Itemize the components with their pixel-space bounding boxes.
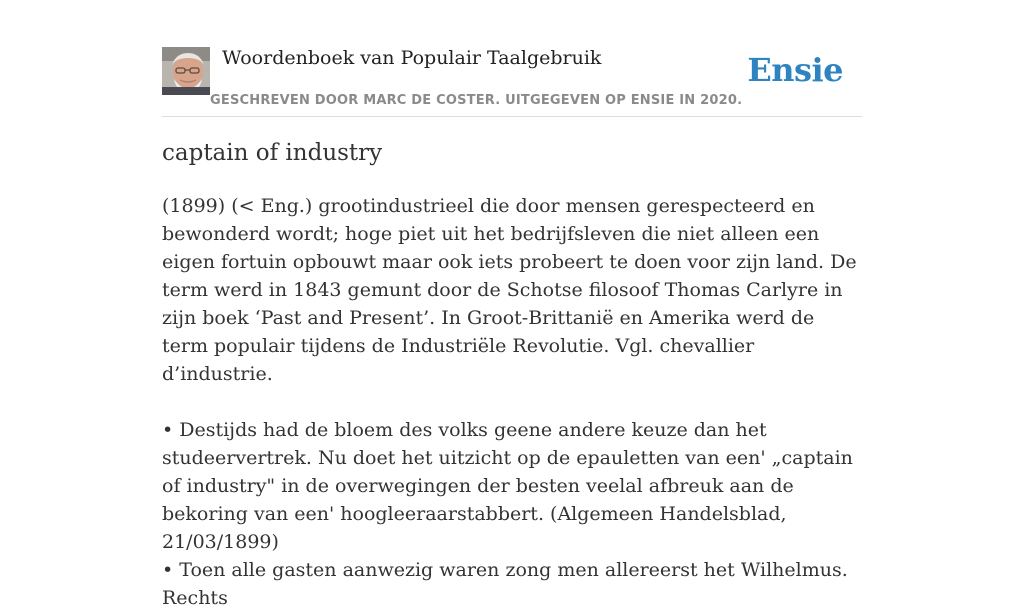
author-byline: GESCHREVEN DOOR MARC DE COSTER. UITGEGEVEN OP ENSIE IN 2020. (210, 93, 743, 108)
entry-title: captain of industry (162, 140, 383, 166)
citation-quote: • Toen alle gasten aanwezig waren zong men allereerst het Wilhelmus. Rechts (162, 559, 848, 609)
ensie-logo[interactable]: Ensie (747, 51, 843, 89)
author-portrait-icon (162, 47, 210, 95)
citation-quote: • Destijds had de bloem des volks geene andere keuze dan het studeervertrek. Nu doet het uitzicht op de epauletten van een' „captain of industry" in de overwegingen der besten veelal afbreuk aan de bekoring van een' hoogleeraarstabbert. (Algemeen Handelsblad, 21/03/1899) (162, 419, 853, 553)
entry-body (162, 192, 862, 612)
book-title[interactable]: Woordenboek van Populair Taalgebruik (222, 47, 602, 69)
entry-definition: (1899) (< Eng.) grootindustrieel die door mensen gerespecteerd en bewonderd wordt; hoge piet uit het bedrijfsleven die niet alleen een eigen fortuin opbouwt maar ook iets probeert te doen voor zijn land. De term werd in 1843 gemunt door de Schotse filosoof Thomas Carlyre in zijn boek ‘Past and Present’. In Groot-Brittanië en Amerika werd de term populair tijdens de Industriële Revolutie. Vgl. chevallier d’industrie. (162, 195, 857, 385)
book-header (162, 46, 862, 117)
author-avatar[interactable] (162, 47, 210, 95)
